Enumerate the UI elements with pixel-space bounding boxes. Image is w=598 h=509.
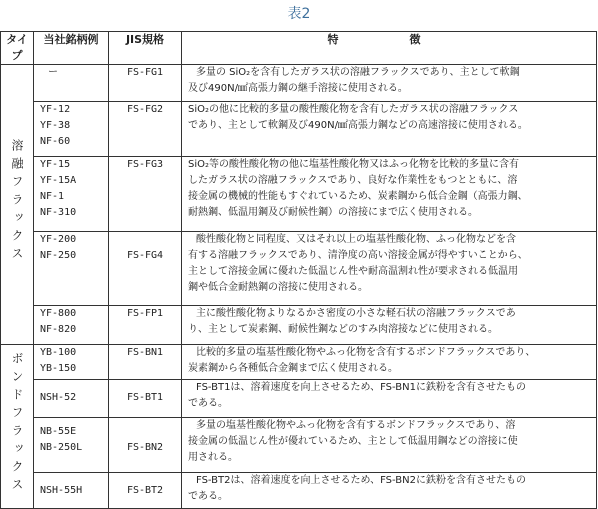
brand-cell [34, 102, 109, 157]
feature-line: SiO₂等の酸性酸化物の他に塩基性酸化物又はふっ化物を比較的多量に含有 [188, 159, 520, 170]
feature-line: り、主として炭素鋼、耐候性鋼などのすみ肉溶接などに使用される。 [188, 324, 498, 335]
feature-cell [182, 65, 597, 102]
brand-name: NSH-55H [40, 485, 83, 496]
brand-name: NB-250L [40, 442, 83, 453]
feature-line: であり、主として軟鋼及び490N/㎟高張力鋼などの高速溶接に使用される。 [188, 120, 528, 131]
table-row [1, 157, 597, 232]
brand-cell [34, 473, 109, 509]
feature-line: 鋼や低合金耐熱鋼の溶接に使用される。 [188, 282, 368, 293]
feature-line: 接金属の機械的性能もすぐれているため、炭素鋼から低合金鋼（高張力鋼、 [188, 191, 528, 202]
header-type: タイプ [1, 32, 34, 65]
jis-cell: FS-BN1 [109, 345, 182, 380]
table-row [1, 102, 597, 157]
feature-line: 比較的多量の塩基性酸化物やふっ化物を含有するボンドフラックスであり、 [196, 347, 536, 358]
jis-cell: FS-FP1 [109, 306, 182, 345]
table-row [1, 345, 597, 380]
jis-code: FS-FG4 [126, 250, 164, 261]
feature-line: である。 [188, 398, 228, 409]
jis-cell [109, 380, 182, 418]
feature-line: 有する溶融フラックスであり、清浄度の高い溶接金属が得やすいことから、 [188, 250, 528, 261]
brand-cell [34, 380, 109, 418]
jis-cell [109, 473, 182, 509]
brand-name: YF-12 [40, 104, 71, 115]
feature-cell [182, 418, 597, 473]
header-row [1, 32, 597, 65]
jis-cell: FS-FG3 [109, 157, 182, 232]
jis-code: FS-BT1 [126, 392, 164, 403]
header-brand: 当社銘柄例 [34, 32, 109, 65]
brand-name: YF-15A [40, 175, 77, 186]
table-row [1, 473, 597, 509]
jis-code: FS-BN2 [126, 442, 164, 453]
brand-name: NSH-52 [40, 392, 77, 403]
brand-name: YB-100 [40, 347, 77, 358]
brand-name: YF-38 [40, 120, 71, 131]
table-row [1, 232, 597, 306]
table-row [1, 306, 597, 345]
brand-cell [34, 345, 109, 380]
brand-name: YF-15 [40, 159, 71, 170]
table-row [1, 380, 597, 418]
feature-line: 用される。 [188, 452, 238, 463]
brand-cell [34, 418, 109, 473]
feature-line: 主として溶接金属に優れた低温じん性や耐高温割れ性が要求される低温用 [188, 266, 518, 277]
type-cell-melt [1, 65, 34, 345]
brand-name: NF-250 [40, 250, 77, 261]
jis-cell [109, 232, 182, 306]
table-title: 表2 [287, 6, 311, 22]
brand-name: YB-150 [40, 363, 77, 374]
flux-table [0, 31, 597, 509]
feature-line: FS-BT1は、溶着速度を向上させるため、FS-BN1に鉄粉を含有させたもの [196, 382, 526, 393]
feature-line: 多量の塩基性酸化物やふっ化物を含有するボンドフラックスであり、溶 [196, 420, 516, 431]
feature-cell [182, 380, 597, 418]
brand-name: YF-200 [40, 234, 77, 245]
brand-cell [34, 306, 109, 345]
brand-name: NF-820 [40, 324, 77, 335]
feature-line: FS-BT2は、溶着速度を向上させるため、FS-BN2に鉄粉を含有させたもの [196, 475, 526, 486]
feature-cell [182, 157, 597, 232]
feature-cell [182, 473, 597, 509]
feature-cell [182, 102, 597, 157]
header-jis: JIS規格 [109, 32, 182, 65]
feature-cell [182, 232, 597, 306]
type-label-melt: 溶融フラックス [10, 138, 24, 265]
brand-name: NF-60 [40, 136, 71, 147]
table-row [1, 65, 597, 102]
brand-cell [34, 65, 109, 102]
feature-line: である。 [188, 491, 228, 502]
brand-cell [34, 232, 109, 306]
brand-name: YF-800 [40, 308, 77, 319]
feature-line: SiO₂の他に比較的多量の酸性酸化物を含有したガラス状の溶融フラックス [188, 104, 519, 115]
jis-cell: FS-FG2 [109, 102, 182, 157]
feature-line: 主に酸性酸化物よりなるかさ密度の小さな軽石状の溶融フラックスであ [196, 308, 516, 319]
table-row [1, 418, 597, 473]
jis-cell [109, 418, 182, 473]
jis-cell: FS-FG1 [109, 65, 182, 102]
feature-line: 及び490N/㎟高張力鋼の継手溶接に使用される。 [188, 83, 408, 94]
feature-line: 炭素鋼から各種低合金鋼まで広く使用される。 [188, 363, 398, 374]
brand-cell [34, 157, 109, 232]
feature-cell [182, 345, 597, 380]
feature-line: したガラス状の溶融フラックスであり、良好な作業性をもつとともに、溶 [188, 175, 518, 186]
feature-line: 酸性酸化物と同程度、又はそれ以上の塩基性酸化物、ふっ化物などを含 [196, 234, 516, 245]
brand-name: ー [48, 67, 58, 78]
brand-name: NF-1 [40, 191, 65, 202]
header-feature: 特 徴 [182, 32, 597, 65]
jis-code: FS-BT2 [126, 485, 164, 496]
type-cell-bond [1, 345, 34, 509]
feature-line: 多量の SiO₂を含有したガラス状の溶融フラックスであり、主として軟鋼 [196, 67, 520, 78]
feature-cell [182, 306, 597, 345]
brand-name: NF-310 [40, 207, 77, 218]
feature-line: 耐熱鋼、低温用鋼及び耐候性鋼）の溶接にまで広く使用される。 [188, 207, 478, 218]
feature-line: 接金属の低温じん性が優れているため、主として低温用鋼などの溶接に使 [188, 436, 518, 447]
type-label-bond: ボンドフラックス [10, 351, 24, 496]
brand-name: NB-55E [40, 426, 77, 437]
